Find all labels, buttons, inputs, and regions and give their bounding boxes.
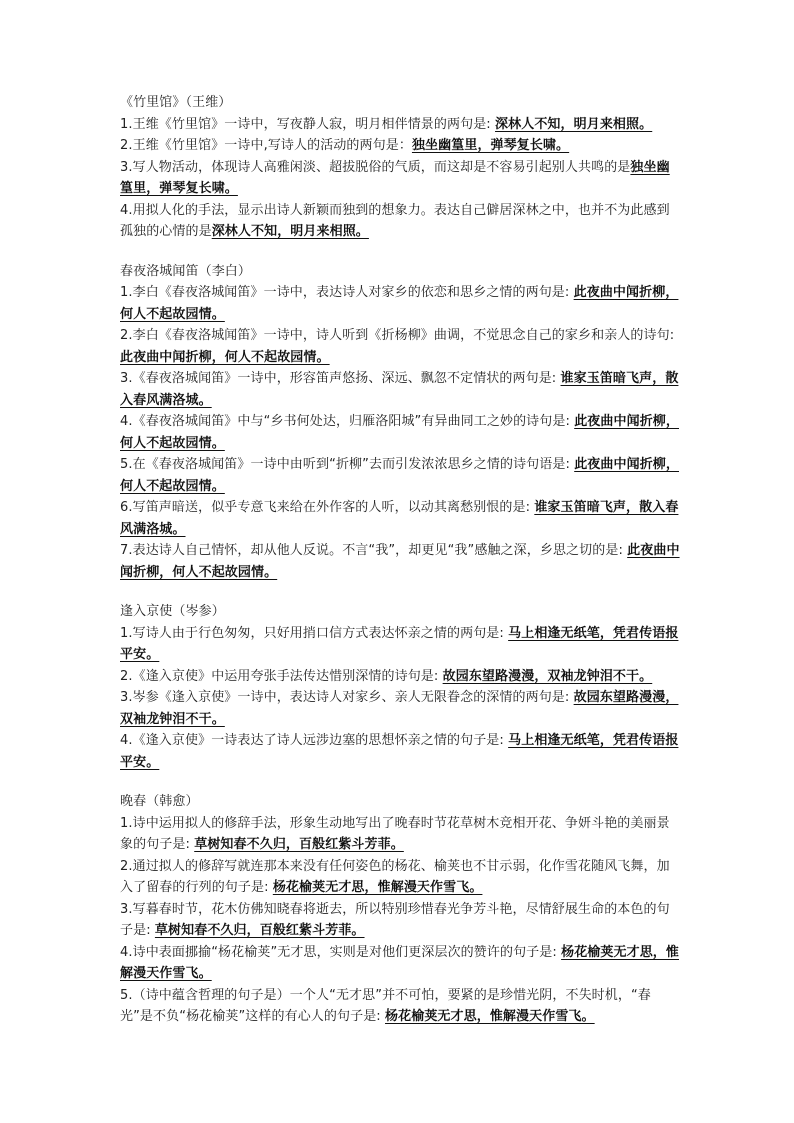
question-item bbox=[120, 856, 682, 899]
answer-text: 此夜曲中闻折柳，何人不起故园情。 bbox=[120, 285, 679, 322]
question-text: 3.写人物活动，体现诗人高雅闲淡、超拔脱俗的气质，而这却是不容易引起别人共鸣的是 bbox=[120, 159, 631, 175]
answer-text: 故园东望路漫漫，双袖龙钟泪不干。 bbox=[120, 690, 679, 727]
section-title: 逢入京使（岑参） bbox=[120, 604, 225, 619]
question-text: 3.《春夜洛城闻笛》一诗中，形容笛声悠扬、深远、飘忽不定情状的两句是: bbox=[120, 371, 561, 386]
question-item bbox=[120, 899, 682, 942]
answer-text: 谁家玉笛暗飞声，散入春风满洛城。 bbox=[120, 371, 679, 408]
question-text: 1.王维《竹里馆》一诗中，写夜静人寂，明月相伴情景的两句是: bbox=[120, 116, 496, 132]
question-item bbox=[120, 368, 682, 411]
answer-text: 此夜曲中闻折柳，何人不起故园情。 bbox=[120, 349, 330, 365]
section-title: 《竹里馆》（王维） bbox=[120, 95, 232, 110]
question-text: 2.通过拟人的修辞写就连那本来没有任何姿色的杨花、榆荚也不甘示弱，化作雪花随风飞舞，加入了留春的行列的句子是: bbox=[120, 858, 670, 895]
question-item bbox=[120, 985, 682, 1028]
question-text: 2.《逢入京使》中运用夸张手法传达惜别深情的诗句是: bbox=[120, 668, 443, 684]
question-item bbox=[120, 687, 682, 730]
question-item bbox=[120, 454, 682, 497]
answer-text: 草树知春不久归，百般红紫斗芳菲。 bbox=[154, 923, 365, 938]
answer-text: 谁家玉笛暗飞声，散入春风满洛城。 bbox=[120, 500, 679, 537]
answer-text: 此夜曲中闻折柳，何人不起故园情。 bbox=[120, 543, 680, 580]
question-text: 4.诗中表面挪揄“杨花榆荚”无才思，实则是对他们更深层次的赞许的句子是: bbox=[120, 944, 562, 960]
question-text: 2.李白《春夜洛城闻笛》一诗中，诗人听到《折杨柳》曲调，不觉思念自己的家乡和亲人的诗句: bbox=[120, 328, 675, 343]
question-text: 1.写诗人由于行色匆匆，只好用捎口信方式表达怀亲之情的两句是: bbox=[120, 625, 509, 641]
section-wanchun bbox=[120, 791, 682, 1028]
question-item bbox=[120, 325, 682, 368]
question-item bbox=[120, 497, 682, 540]
section-zhuliguan bbox=[120, 92, 682, 243]
question-text: 1.李白《春夜洛城闻笛》一诗中，表达诗人对家乡的依恋和思乡之情的两句是: bbox=[120, 285, 574, 300]
question-item bbox=[120, 157, 682, 200]
question-item bbox=[120, 942, 682, 985]
question-item bbox=[120, 135, 682, 157]
answer-text: 杨花榆荚无才思，惟解漫天作雪飞。 bbox=[272, 880, 483, 895]
question-item bbox=[120, 730, 682, 773]
answer-text: 独坐幽篁里，弹琴复长啸。 bbox=[411, 138, 570, 153]
question-text: 4.《春夜洛城闻笛》中与“乡书何处达，归雁洛阳城”有异曲同工之妙的诗句是: bbox=[120, 414, 575, 429]
document-page bbox=[120, 92, 682, 1046]
question-item bbox=[120, 813, 682, 856]
question-text: 5.在《春夜洛城闻笛》一诗中由听到“折柳”去而引发浓浓思乡之情的诗句语是: bbox=[120, 457, 575, 472]
question-item bbox=[120, 411, 682, 454]
section-fengru-jingshi bbox=[120, 601, 682, 773]
answer-text: 草树知春不久归，百般红紫斗芳菲。 bbox=[194, 837, 404, 852]
answer-text: 马上相逢无纸笔，凭君传语报平安。 bbox=[120, 733, 679, 770]
answer-text: 深林人不知，明月来相照。 bbox=[211, 224, 369, 239]
answer-text: 杨花榆荚无才思，惟解漫天作雪飞。 bbox=[385, 1009, 595, 1024]
section-title: 春夜洛城闻笛（李白） bbox=[120, 263, 252, 279]
question-item bbox=[120, 623, 682, 666]
question-text: 4.用拟人化的手法，显示出诗人新颖而独到的想象力。表达自己僻居深林之中，也并不为此感到孤独的心情的是 bbox=[120, 202, 670, 239]
answer-text: 故园东望路漫漫，双袖龙钟泪不干。 bbox=[442, 668, 653, 684]
question-text: 7.表达诗人自己情怀，却从他人反说。不言“我”，却更见“我”感触之深，乡思之切的是: bbox=[120, 543, 628, 558]
question-text: 6.写笛声暗送，似乎专意飞来给在外作客的人听，以动其离愁别恨的是: bbox=[120, 500, 535, 515]
section-chunye-luocheng bbox=[120, 261, 682, 584]
question-item bbox=[120, 114, 682, 136]
answer-text: 此夜曲中闻折柳，何人不起故园情。 bbox=[120, 457, 679, 494]
question-item bbox=[120, 200, 682, 243]
section-title: 晚春（韩愈） bbox=[120, 794, 199, 809]
answer-text: 独坐幽篁里，弹琴复长啸。 bbox=[120, 159, 670, 196]
question-text: 2.王维《竹里馆》一诗中,写诗人的活动的两句是： bbox=[120, 138, 412, 153]
question-text: 1.诗中运用拟人的修辞手法，形象生动地写出了晚春时节花草树木竞相开花、争妍斗艳的美丽景象的句子是: bbox=[120, 815, 670, 852]
question-text: 5.（诗中蕴含哲理的句子是）一个人“无才思”并不可怕，要紧的是珍惜光阴，不失时机，“春光”是不负“杨花榆荚”这样的有心人的句子是: bbox=[120, 987, 651, 1024]
answer-text: 此夜曲中闻折柳，何人不起故园情。 bbox=[120, 414, 679, 451]
question-text: 4.《逢入京使》一诗表达了诗人远涉边塞的思想怀亲之情的句子是: bbox=[120, 733, 509, 748]
answer-text: 杨花榆荚无才思，惟解漫天作雪飞。 bbox=[120, 944, 679, 981]
answer-text: 马上相逢无纸笔，凭君传语报平安。 bbox=[120, 625, 679, 662]
question-text: 3.写暮春时节，花木仿佛知晓春将逝去，所以特别珍惜春光争芳斗艳，尽情舒展生命的本色的句子是: bbox=[120, 901, 670, 938]
question-item bbox=[120, 540, 682, 583]
question-text: 3.岑参《逢入京使》一诗中，表达诗人对家乡、亲人无限眷念的深情的两句是: bbox=[120, 690, 574, 705]
answer-text: 深林人不知，明月来相照。 bbox=[495, 116, 653, 132]
question-item bbox=[120, 282, 682, 325]
question-item bbox=[120, 666, 682, 688]
